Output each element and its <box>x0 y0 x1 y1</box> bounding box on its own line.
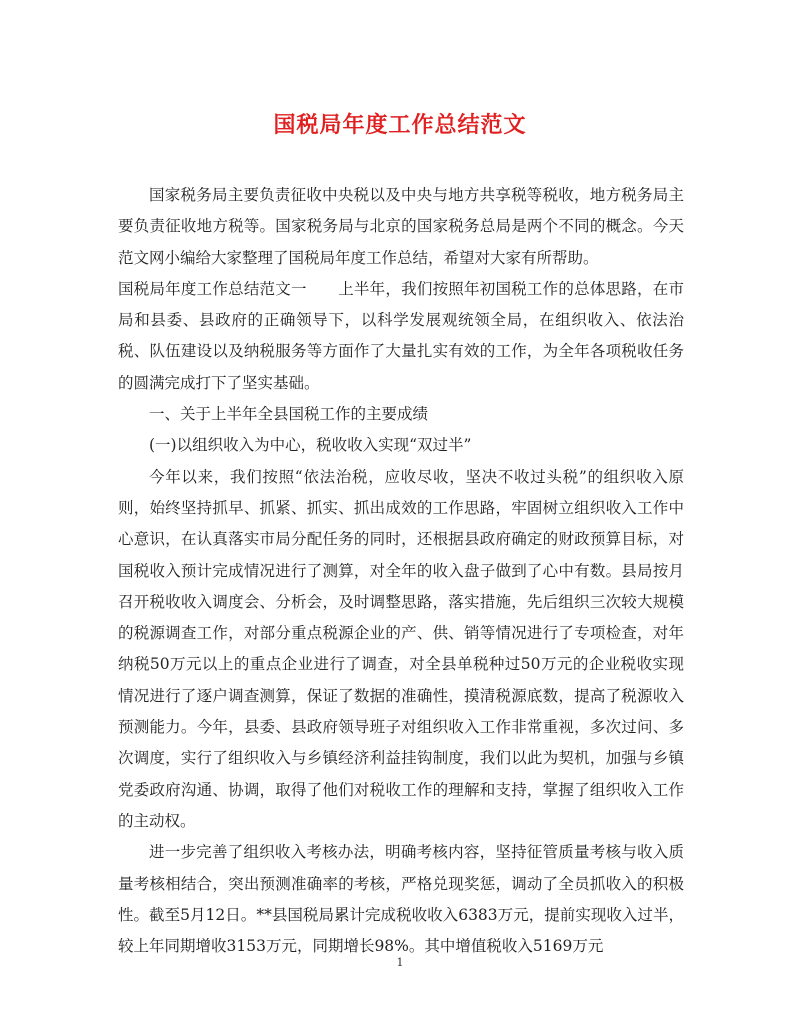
section-one-paragraph: 国税局年度工作总结范文一 上半年，我们按照年初国税工作的总体思路，在市局和县委、县政府的正确领导下，以科学发展观统领全局，在组织收入、依法治税、队伍建设以及纳税服务等方面作了大量扎实有效的工作，为全年各项税收任务的圆满完成打下了坚实基础。 <box>118 279 684 392</box>
body-paragraph-revenue: 今年以来，我们按照“依法治税，应收尽收，坚决不收过头税”的组织收入原则，始终坚持抓早、抓紧、抓实、抓出成效的工作思路，牢固树立组织收入工作中心意识，在认真落实市局分配任务的同时，还根据县政府确定的财政预算目标，对国税收入预计完成情况进行了测算，对全年的收入盘子做到了心中有数。县局按月召开税收收入调度会、分析会，及时调整思路，落实措施，先后组织三次较大规模的税源调查工作，对部分重点税源企业的产、供、销等情况进行了专项检查，对年纳税50万元以上的重点企业进行了调查，对全县单税种过50万元的企业税收实现情况进行了逐户调查测算，保证了数据的准确性，摸清税源底数，提高了税源收入预测能力。今年，县委、县政府领导班子对组织收入工作非常重视，多次过问、多次调度，实行了组织收入与乡镇经济利益挂钩制度，我们以此为契机，加强与乡镇党委政府沟通、协调，取得了他们对税收工作的理解和支持，掌握了组织收入工作的主动权。 <box>118 467 684 830</box>
body-paragraph-assessment: 进一步完善了组织收入考核办法，明确考核内容，坚持征管质量考核与收入质量考核相结合，突出预测准确率的考核，严格兑现奖惩，调动了全员抓收入的积极性。截至5月12日。**县国税局累计完成税收收入6383万元，提前实现收入过半，较上年同期增收3153万元，同期增长98%。其中增值税收入5169万元 <box>118 843 684 956</box>
heading-achievements: 一、关于上半年全县国税工作的主要成绩 <box>149 405 429 424</box>
subheading-revenue: (一)以组织收入为中心，税收收入实现“双过半” <box>149 436 472 455</box>
document-body <box>118 180 684 962</box>
document-title: 国税局年度工作总结范文 <box>273 112 527 138</box>
intro-paragraph: 国家税务局主要负责征收中央税以及中央与地方共享税等税收，地方税务局主要负责征收地方税等。国家税务局与北京的国家税务总局是两个不同的概念。今天范文网小编给大家整理了国税局年度工作总结，希望对大家有所帮助。 <box>118 186 684 267</box>
page-number: 1 <box>396 956 404 969</box>
